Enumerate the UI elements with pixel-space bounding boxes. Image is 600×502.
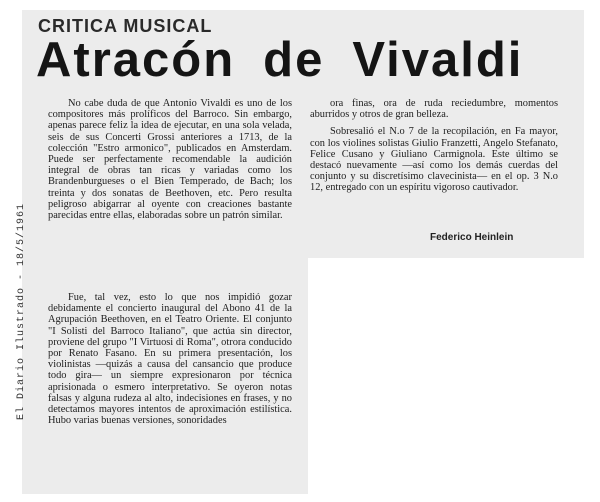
headline-word-2: de bbox=[263, 33, 325, 87]
article-column-left-bottom bbox=[48, 292, 292, 426]
handwritten-source-note: El Diario Ilustrado - 18/5/1961 bbox=[16, 202, 27, 420]
headline-word-3: Vivaldi bbox=[352, 33, 524, 87]
author-signature: Federico Heinlein bbox=[430, 232, 514, 243]
article-paragraph-4: Sobresalió el N.o 7 de la recopilación, en Fa mayor, con los violines solistas Giulio Franzetti, Angelo Stefanato, Felice Cusano y Giuliano Carmignola. Este último se destacó nuevamente —así como los demás cuerdas del conjunto y su discretísimo clavecinista— en el op. 3 N.o 12, entregado con un espíritu vigoroso cautivador. bbox=[310, 126, 558, 194]
article-paragraph-2: Fue, tal vez, esto lo que nos impidió gozar debidamente el concierto inaugural del Abono 41 de la Agrupación Beethoven, en el Teatro Oriente. El conjunto "I Solisti del Barroco Italiano", que actúa sin director, proviene del grupo "I Virtuosi di Roma", otrora conducido por Renato Fasano. En su primera presentación, los violinistas —quizás a causa del cansancio que produce todo gira— un siempre expresionaron por técnica aprisionada o esmero interpretativo. Se oyeron notas falsas y alguna rudeza al alto, indecisiones en frases, y no detectamos mayores intentos de aproximación estilística. Hubo varias buenas versiones, sonoridades bbox=[48, 292, 292, 427]
headline bbox=[36, 33, 576, 87]
headline-word-1: Atracón bbox=[36, 33, 236, 87]
article-column-left-top bbox=[48, 98, 292, 221]
article-paragraph-3: ora finas, ora de ruda reciedumbre, momentos aburridos y otros de gran belleza. bbox=[310, 98, 558, 121]
section-label: CRITICA MUSICAL bbox=[38, 16, 213, 36]
article-paragraph-1: No cabe duda de que Antonio Vivaldi es uno de los compositores más prolíficos del Barroco. Sin embargo, apenas parece feliz la idea de ejecutar, en una sola velada, seis de sus Concerti Grossi anteriores a 1713, de la colección "Estro armonico", publicados en Amsterdam. Puede ser perfectamente recomendable la audición integral de obras tan ricas y variadas como los Brandenburgueses o el Bien Temperado, de Bach; los treinta y dos sonatas de Beethoven, etc. Pero resulta peligroso abigarrar al oyente con creaciones bastante parecidas entre ellas, elaboradas sobre un patrón similar. bbox=[48, 98, 292, 222]
article-column-right bbox=[310, 98, 558, 194]
